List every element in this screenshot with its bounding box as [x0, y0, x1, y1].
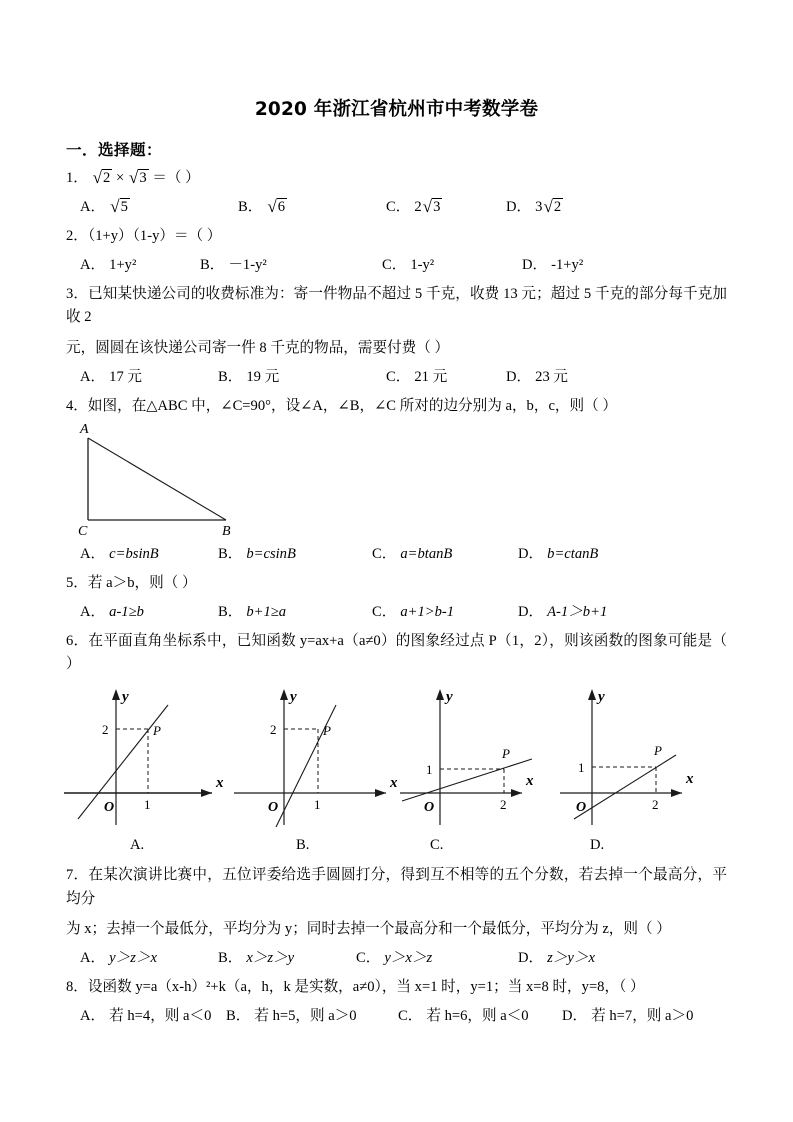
- option-8-c[interactable]: [398, 1005, 529, 1028]
- option-7-c-text: y＞x＞z: [384, 950, 433, 967]
- option-5-c-label: C．: [372, 603, 397, 620]
- option-2-b-label: B．: [200, 256, 225, 273]
- page-title: 2020 年浙江省杭州市中考数学卷: [254, 99, 539, 120]
- graph-letter-b: B.: [296, 837, 310, 854]
- question-7-line2: 为 x；去掉一个最低分，平均分为 y；同时去掉一个最高分和一个最低分，平均分为 z，则（ ）: [66, 921, 671, 938]
- triangle-label-c: C: [78, 524, 88, 539]
- graph-d-x-arrow: [671, 789, 682, 797]
- option-4-a-text: c=bsinB: [109, 546, 159, 563]
- graph-option-b: [234, 683, 414, 835]
- graph-a-x-arrow: [201, 789, 212, 797]
- question-1-stem: [66, 167, 727, 191]
- option-7-b[interactable]: [218, 947, 294, 970]
- question-4-stem: [66, 395, 727, 419]
- times-operator: ×: [115, 170, 125, 187]
- graph-letter-a: A.: [130, 837, 145, 854]
- option-4-c-label: C．: [372, 546, 397, 563]
- option-3-c[interactable]: [386, 366, 447, 389]
- option-2-c-text: 1-y²: [410, 256, 435, 273]
- option-2-c[interactable]: [382, 254, 434, 277]
- graph-a-x-tick: 1: [144, 797, 151, 813]
- graph-b-y-tick: 2: [270, 722, 277, 738]
- option-8-a[interactable]: [80, 1005, 211, 1028]
- option-2-b-text: －1-y²: [228, 256, 267, 273]
- graph-b-y-label: y: [290, 689, 297, 706]
- option-4-c[interactable]: [372, 543, 452, 566]
- graph-d-y-tick: 1: [578, 760, 585, 776]
- question-8-stem: [66, 976, 727, 1000]
- option-8-b[interactable]: [226, 1005, 357, 1028]
- graph-option-d: [560, 683, 740, 835]
- question-4-text: 如图，在△ABC 中，∠C=90°，设∠A，∠B，∠C 所对的边分别为 a，b，c，则（ ）: [87, 397, 617, 414]
- option-2-a[interactable]: [80, 254, 136, 277]
- question-6-graphs: [66, 683, 727, 835]
- option-2-b[interactable]: [200, 254, 267, 277]
- option-4-a-label: A．: [80, 546, 106, 563]
- question-5-options: [66, 601, 727, 623]
- question-2-options: [66, 254, 727, 276]
- graph-a-y-label: y: [122, 689, 129, 706]
- option-5-a-text: a-1≥b: [109, 603, 144, 620]
- option-3-b-label: B．: [218, 368, 243, 385]
- graph-a-y-arrow: [112, 689, 120, 700]
- option-7-d-label: D．: [518, 950, 544, 967]
- option-3-a-text: 17 元: [109, 368, 142, 385]
- option-4-b[interactable]: [218, 543, 296, 566]
- question-7-line1: 在某次演讲比赛中，五位评委给选手圆圆打分，得到互不相等的五个分数，若去掉一个最高分，平均分: [66, 867, 727, 907]
- question-3-number: 3．: [66, 285, 89, 302]
- option-2-d-text: -1+y²: [551, 256, 584, 273]
- question-6-text: 在平面直角坐标系中，已知函数 y=ax+a（a≠0）的图象经过点 P（1，2），则该函数的图象可能是（ ）: [66, 632, 727, 673]
- graph-c-x-tick: 2: [500, 797, 507, 813]
- question-4-number: 4．: [66, 397, 88, 414]
- triangle-side-ab: [88, 438, 226, 520]
- option-5-d[interactable]: [518, 601, 607, 624]
- option-1-b-label: B．: [238, 198, 263, 215]
- option-5-a-label: A．: [80, 603, 106, 620]
- question-7-number: 7．: [66, 867, 89, 884]
- option-3-b[interactable]: [218, 366, 279, 389]
- graph-d-function-line: [574, 755, 676, 819]
- option-4-d[interactable]: [518, 543, 598, 566]
- question-2-text: （1+y）（1-y）＝（ ）: [87, 227, 222, 244]
- option-1-c-label: C．: [386, 198, 411, 215]
- sqrt-6-expr: √6: [267, 196, 286, 216]
- graph-d-origin-label: O: [576, 800, 587, 816]
- question-6-graph-letters: [66, 837, 727, 857]
- question-5-number: 5．: [66, 575, 88, 592]
- option-4-a[interactable]: [80, 543, 159, 566]
- option-2-d[interactable]: [522, 254, 583, 277]
- graph-b-origin-label: O: [268, 800, 279, 816]
- option-7-a[interactable]: [80, 947, 157, 970]
- graph-b-point-label: P: [323, 723, 331, 739]
- question-8-text: 设函数 y=a（x-h）²+k（a，h，k 是实数，a≠0），当 x=1 时，y=1；当 x=8 时，y=8，（ ）: [87, 979, 645, 996]
- option-3-b-text: 19 元: [246, 368, 280, 385]
- option-1-c[interactable]: C． 2√3: [386, 196, 442, 219]
- option-2-a-label: A．: [80, 256, 106, 273]
- question-1-options: [66, 196, 727, 218]
- graph-option-a: [60, 683, 240, 835]
- option-1-b[interactable]: [238, 196, 287, 219]
- question-1-number: 1．: [66, 170, 88, 187]
- question-5-text: 若 a＞b，则（ ）: [87, 575, 197, 592]
- option-1-d[interactable]: D． 3√2: [506, 196, 563, 219]
- option-1-a[interactable]: [80, 196, 130, 219]
- section-heading: 一．选择题：: [66, 141, 163, 160]
- option-7-b-text: x＞z＞y: [246, 950, 295, 967]
- right-triangle-diagram: [66, 420, 266, 538]
- option-4-d-text: b=ctanB: [547, 546, 599, 563]
- question-1-suffix: ＝（ ）: [152, 170, 200, 187]
- sqrt-2-expr: √2: [92, 168, 111, 188]
- option-8-d-label: D．: [562, 1007, 588, 1024]
- option-8-c-text: 若 h=6，则 a＜0: [426, 1007, 529, 1024]
- option-3-c-label: C．: [386, 368, 411, 385]
- option-5-c[interactable]: [372, 601, 454, 624]
- graph-c-point-label: P: [502, 746, 510, 762]
- graph-b-x-label: x: [390, 775, 398, 792]
- question-2-stem: [66, 225, 727, 249]
- graph-a-origin-label: O: [104, 800, 115, 816]
- option-1-d-label: D．: [506, 198, 532, 215]
- question-5-stem: [66, 572, 727, 596]
- question-3-line1: 已知某快递公司的收费标准为：寄一件物品不超过 5 千克，收费 13 元；超过 5 千克的部分每千克加收 2: [66, 285, 727, 326]
- graph-c-x-arrow: [511, 789, 522, 797]
- graph-c-y-tick: 1: [426, 762, 433, 778]
- graph-letter-c: C.: [430, 837, 444, 854]
- question-7-stem: [66, 864, 727, 911]
- option-2-c-label: C．: [382, 256, 407, 273]
- graph-d-x-tick: 2: [652, 797, 659, 813]
- question-6-number: 6．: [66, 632, 89, 649]
- graph-b-x-arrow: [375, 789, 386, 797]
- graph-a-point-label: P: [153, 723, 161, 739]
- sqrt-3-expr-c: √3: [422, 196, 441, 216]
- graph-a-x-label: x: [216, 775, 224, 792]
- graph-c-y-label: y: [446, 689, 453, 706]
- option-7-c[interactable]: [356, 947, 432, 970]
- graph-b-x-tick: 1: [314, 797, 321, 813]
- option-5-c-text: a+1>b-1: [400, 603, 455, 620]
- sqrt-2-expr-d: √2: [543, 196, 562, 216]
- question-8-number: 8．: [66, 979, 88, 996]
- option-4-b-text: b=csinB: [246, 546, 296, 563]
- option-3-a-label: A．: [80, 368, 106, 385]
- graph-d-y-arrow: [588, 689, 596, 700]
- option-2-a-text: 1+y²: [109, 256, 137, 273]
- option-3-a[interactable]: [80, 366, 142, 389]
- option-5-d-label: D．: [518, 603, 544, 620]
- triangle-label-a: A: [80, 422, 89, 438]
- question-4-options: [66, 543, 727, 565]
- question-2-number: 2．: [66, 227, 88, 244]
- sqrt-5-expr: √5: [110, 196, 128, 216]
- graph-d-x-label: x: [686, 771, 694, 788]
- option-8-c-label: C．: [398, 1007, 423, 1024]
- question-3-line2-wrap: [66, 337, 727, 361]
- option-5-b-text: b+1≥a: [246, 603, 287, 620]
- question-8-options: [66, 1005, 727, 1027]
- option-7-d-text: z＞y＞x: [547, 950, 595, 967]
- option-4-b-label: B．: [218, 546, 243, 563]
- option-3-c-text: 21 元: [414, 368, 448, 385]
- question-6-stem: [66, 630, 727, 677]
- option-3-d-text: 23 元: [535, 368, 568, 385]
- option-3-d[interactable]: [506, 366, 568, 389]
- option-4-d-label: D．: [518, 546, 544, 563]
- option-8-d[interactable]: [562, 1005, 693, 1028]
- triangle-label-b: B: [222, 524, 231, 539]
- option-8-a-label: A．: [80, 1007, 106, 1024]
- question-3-stem: [66, 283, 727, 330]
- graph-c-origin-label: O: [424, 800, 435, 816]
- option-5-d-text: A-1＞b+1: [547, 603, 608, 620]
- option-4-c-text: a=btanB: [400, 546, 453, 563]
- option-5-a[interactable]: [80, 601, 144, 624]
- option-8-d-text: 若 h=7，则 a＞0: [591, 1007, 694, 1024]
- option-7-c-label: C．: [356, 950, 381, 967]
- graph-b-y-arrow: [280, 689, 288, 700]
- question-4-figure: [66, 420, 727, 538]
- option-8-a-text: 若 h=4，则 a＜0: [109, 1007, 212, 1024]
- graph-c-y-arrow: [436, 689, 444, 700]
- sqrt-3-expr: √3: [128, 168, 147, 188]
- option-7-a-label: A．: [80, 950, 106, 967]
- graph-letter-d: D.: [590, 837, 605, 854]
- graph-c-x-label: x: [526, 773, 534, 790]
- option-7-a-text: y＞z＞x: [109, 950, 157, 967]
- option-8-b-text: 若 h=5，则 a＞0: [254, 1007, 357, 1024]
- question-7-options: [66, 947, 727, 969]
- option-1-a-label: A．: [80, 198, 106, 215]
- graph-a-y-tick: 2: [102, 722, 109, 738]
- option-2-d-label: D．: [522, 256, 548, 273]
- question-7-line2-wrap: [66, 918, 727, 942]
- option-7-d[interactable]: [518, 947, 595, 970]
- option-3-d-label: D．: [506, 368, 532, 385]
- graph-d-point-label: P: [654, 743, 662, 759]
- question-3-line2: 元，圆圆在该快递公司寄一件 8 千克的物品，需要付费（ ）: [66, 339, 450, 356]
- option-7-b-label: B．: [218, 950, 243, 967]
- question-3-options: [66, 366, 727, 388]
- option-8-b-label: B．: [226, 1007, 251, 1024]
- graph-d-y-label: y: [598, 689, 605, 706]
- option-5-b-label: B．: [218, 603, 243, 620]
- graph-option-c: [400, 683, 580, 835]
- option-5-b[interactable]: [218, 601, 286, 624]
